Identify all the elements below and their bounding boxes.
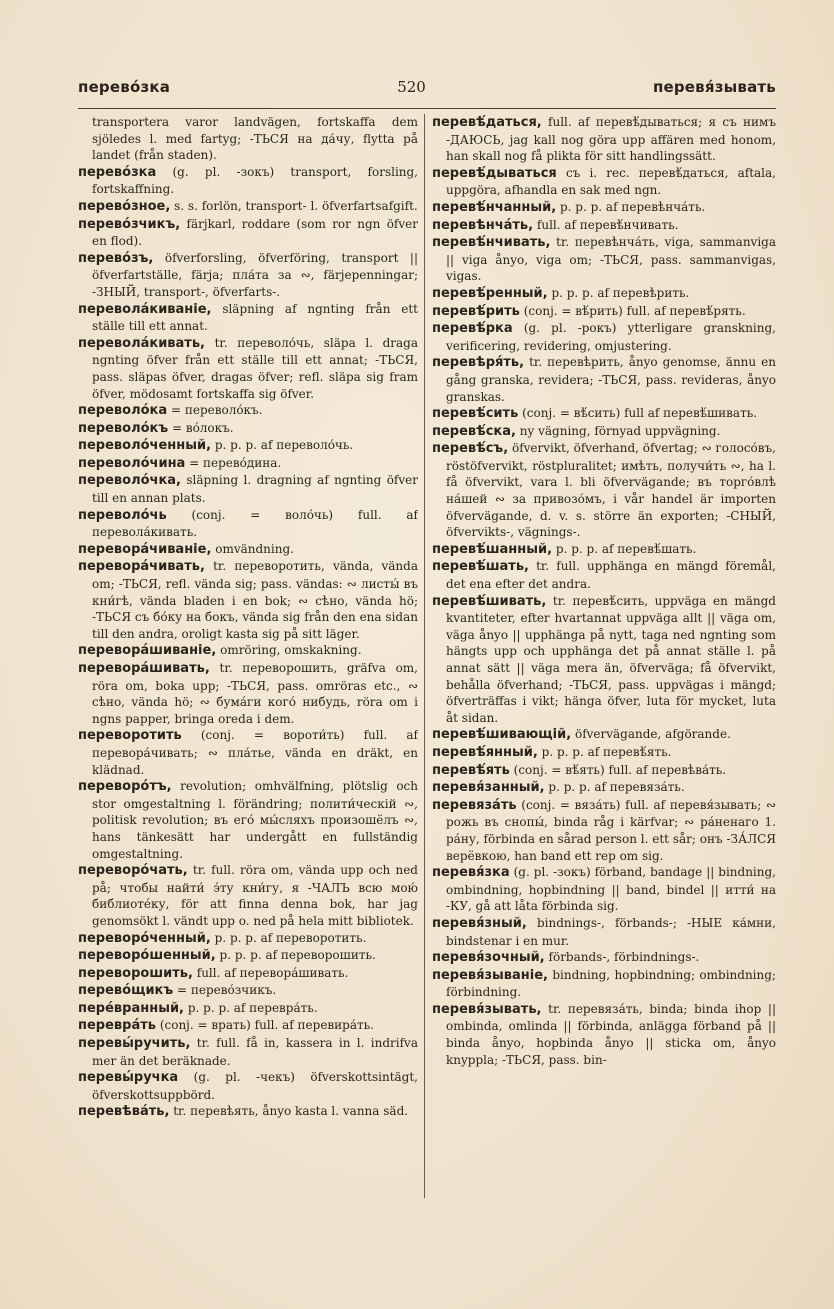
entry-definition: färjkarl, roddare (som ror ngn öfver en flod). bbox=[92, 216, 418, 249]
entry-definition: p. p. p. af перевра́ть. bbox=[187, 1000, 318, 1015]
entry-headword: перево́щикъ bbox=[78, 983, 174, 999]
entry-definition: tr. full. upphänga en mängd föremål, det ena efter det andra. bbox=[446, 559, 776, 592]
dictionary-entry bbox=[78, 1017, 418, 1035]
dictionary-entry bbox=[432, 217, 776, 235]
entry-headword: перевѣ́съ, bbox=[432, 441, 509, 457]
entry-definition: full. af перевѣ́нчивать. bbox=[536, 217, 679, 232]
entry-definition: tr. переворотить, vända, vända om; -ТЬСЯ, refl. vända sig; pass. vändas: ∾ листы́ въ кни́гѣ, vända bladen i en bok; ∾ сѣно, vända hö; -ТЬСЯ съ бо́ку на бокъ, vända sig från den ena sidan till den andra, oroligt kasta sig på sitt läger. bbox=[92, 559, 418, 641]
dictionary-entry bbox=[432, 779, 776, 797]
entry-definition: tr. перевѣрить, ånyo genomse, ännu en gång granska, revidera; -ТЬСЯ, pass. revideras, ånyo granskas. bbox=[446, 355, 776, 404]
dictionary-entry bbox=[78, 301, 418, 335]
dictionary-entry bbox=[78, 198, 418, 216]
entry-definition: p. p. p. af перевѣ́ять. bbox=[541, 744, 672, 759]
page-number: 520 bbox=[397, 78, 426, 96]
entry-headword: перевя́зный, bbox=[432, 915, 527, 931]
dictionary-entry bbox=[432, 199, 776, 217]
dictionary-entry bbox=[432, 949, 776, 967]
entry-headword: переворо́ченный, bbox=[78, 930, 211, 946]
entry-definition: (conj. = врать) full. af перевира́ть. bbox=[159, 1018, 374, 1033]
entry-definition: tr. переволо́чь, släpa l. draga ngnting öfver från ett ställe till ett annat; -ТЬСЯ, pass. släpas öfver, dragas öfver; refl. släpa sig fram öfver, mödosamt fortskaffa sig öfver. bbox=[92, 335, 418, 401]
entry-definition: bindnings-, förbands-; -НЫЕ ка́мни, bindstenar i en mur. bbox=[446, 915, 776, 948]
entry-headword: переволо́ченный, bbox=[78, 438, 212, 454]
entry-definition: (conj. = вѣ́ять) full. af перевѣва́ть. bbox=[513, 762, 727, 777]
entry-definition: p. p. p. af перевѣнча́ть. bbox=[560, 199, 706, 214]
entry-headword: перевра́ть bbox=[78, 1018, 156, 1034]
dictionary-entry bbox=[78, 472, 418, 506]
entry-headword: перевя́зочный, bbox=[432, 950, 545, 966]
left-running-headword: перево́зка bbox=[78, 78, 171, 96]
entry-headword: перевѣ́рить bbox=[432, 303, 520, 319]
dictionary-entry bbox=[78, 250, 418, 301]
entry-definition: p. p. p. af переворошить. bbox=[219, 948, 376, 963]
entry-definition: p. p. p. af переворотить. bbox=[214, 930, 367, 945]
entry-headword: перевола́кивать, bbox=[78, 335, 205, 351]
dictionary-entry bbox=[78, 642, 418, 660]
entry-headword: перевора́шивать, bbox=[78, 661, 210, 676]
entry-definition: (conj. = вѣ́сить) full af перевѣ́шивать. bbox=[522, 406, 758, 421]
entry-headword: перево́зка bbox=[78, 164, 157, 180]
page-header bbox=[78, 78, 776, 104]
entry-definition: tr. full. röra om, vända upp och ned på; чтобы найти́ э́ту кни́гу, я -ЧАЛЪ всю мою́ библиоте́ку, för att finna denna bok, har jag genomsökt l. vändt upp o. ned på hela mitt bibliotek. bbox=[92, 863, 418, 928]
entry-headword: перевѣря́ть, bbox=[432, 355, 525, 371]
dictionary-entry bbox=[78, 660, 418, 727]
entry-definition: p. p. p. af перевяза́ть. bbox=[548, 780, 685, 795]
entry-headword: перевора́шиваніе, bbox=[78, 643, 217, 659]
entry-definition: p. p. p. af перевѣ́шать. bbox=[555, 541, 697, 556]
dictionary-entry bbox=[432, 320, 776, 354]
entry-definition: ny vägning, förnyad uppvägning. bbox=[519, 423, 721, 438]
entry-headword: перевя́зываніе, bbox=[432, 967, 548, 983]
dictionary-entry bbox=[432, 967, 776, 1001]
dictionary-entry bbox=[78, 335, 418, 402]
dictionary-entry bbox=[432, 423, 776, 441]
entry-headword: перево́зное, bbox=[78, 198, 171, 214]
entry-headword: перевѣнча́ть, bbox=[432, 217, 534, 233]
entry-definition: tr. перевѣ́сить, uppväga en mängd kvantiteter, efter hvartannat uppväga allt || väga om, väga ånyo || upphänga på nytt, taga ned ngnting som hängts upp och upphänga det på annat ställe l. på annat sätt || väga mera än, öfverväga; få öfvervikt, behålla öfverhand; -ТЬСЯ, pass. uppvägas i mängd; öfverträffas i vikt; hänga öfver, luta för mycket, luta åt sidan. bbox=[446, 593, 776, 725]
entry-headword: перевѣва́ть, bbox=[78, 1104, 170, 1120]
entry-definition: = перево́дина. bbox=[189, 455, 282, 470]
dictionary-entry bbox=[78, 1000, 418, 1018]
entry-definition: revolution; omhvälfning, plötslig och stor omgestaltning l. förändring; полити́ческій ∾, politisk revolution; въ его́ мы́сляхъ произошёлъ ∾, hans tänkesätt har undergått en fullständig omgestaltning. bbox=[92, 779, 418, 861]
header-rule bbox=[78, 108, 776, 109]
dictionary-entry bbox=[78, 778, 418, 862]
dictionary-entry bbox=[78, 558, 418, 642]
entry-headword: переволо́ка bbox=[78, 403, 168, 419]
dictionary-entry bbox=[432, 726, 776, 744]
dictionary-entry bbox=[78, 1103, 418, 1121]
dictionary-entry bbox=[78, 114, 418, 164]
dictionary-entry bbox=[432, 234, 776, 285]
entry-definition: (conj. = вяза́ть) full. af перевя́зывать; ∾ рожь въ снопы́, binda råg i kärfvar; ∾ ра́ненаго 1. ра́ну, förbinda en sårad person l. ett sår; онъ -ЗА́ЛСЯ верёвкою, han band ett rep om sig. bbox=[446, 797, 776, 863]
dictionary-entry bbox=[78, 164, 418, 198]
entry-headword: перевы́ручить, bbox=[78, 1036, 191, 1052]
dictionary-entry bbox=[432, 354, 776, 405]
dictionary-entry bbox=[78, 216, 418, 250]
dictionary-entry bbox=[78, 507, 418, 541]
entry-headword: перевя́занный, bbox=[432, 780, 545, 796]
entry-definition: tr. перевѣнча́ть, viga, sammanviga || viga ånyo, viga om; -ТЬСЯ, pass. sammanvigas, vigas. bbox=[446, 235, 776, 284]
entry-headword: перевѣ́нчивать, bbox=[432, 235, 551, 251]
entry-definition: (conj. = вѣ́рить) full. af перевѣ́рять. bbox=[523, 303, 746, 318]
dictionary-entry bbox=[78, 1069, 418, 1103]
dictionary-entry bbox=[432, 1001, 776, 1068]
dictionary-entry bbox=[432, 541, 776, 559]
entry-definition: släpning l. dragning af ngnting öfver till en annan plats. bbox=[92, 473, 418, 506]
entry-headword: перевѣ́рка bbox=[432, 321, 513, 337]
entry-headword: переворо́чать, bbox=[78, 863, 188, 879]
entry-definition: transportera varor landvägen, fortskaffa dem sjöledes l. med fartyg; -ТЬСЯ на да́чу, flytta på landet (från staden). bbox=[92, 115, 418, 163]
entry-headword: перевѣ́шивающій, bbox=[432, 727, 572, 743]
dictionary-entry bbox=[78, 1035, 418, 1069]
dictionary-entry bbox=[432, 440, 776, 541]
entry-definition: förbands-, förbindnings-. bbox=[548, 950, 700, 965]
entry-definition: öfvervikt, öfverhand, öfvertag; ∾ голосо́въ, röstöfvervikt, röstpluralitet; имѣть, получи́ть ∾, ha l. få öfvervikt, vara l. bli öfvervägande; въ торго́влѣ на́шей ∾ за привозо́мъ, i vår handel är importen öfvervägande, d. v. s. större än exporten; -СНЫЙ, öfvervikts-, vägnings-. bbox=[446, 441, 776, 540]
entry-definition: omröring, omskakning. bbox=[220, 643, 362, 658]
dictionary-entry bbox=[78, 965, 418, 983]
entry-headword: перевора́чивать, bbox=[78, 559, 205, 575]
entry-headword: переворошить, bbox=[78, 965, 193, 981]
left-column bbox=[78, 114, 418, 1204]
entry-definition: съ i. rec. перевѣ́даться, aftala, uppgöra, afhandla en sak med ngn. bbox=[446, 165, 776, 198]
dictionary-entry bbox=[78, 862, 418, 929]
entry-definition: öfverforsling, öfverföring, transport || öfverfartställe, färja; пла́та за ∾, färjepenningar; -ЗНЫЙ, transport-, öfverfarts-. bbox=[92, 250, 418, 299]
right-column bbox=[432, 114, 776, 1204]
entry-headword: перевѣ́ять bbox=[432, 762, 510, 778]
entry-headword: перевѣ́шивать, bbox=[432, 593, 547, 609]
entry-headword: перевя́зка bbox=[432, 865, 510, 881]
entry-headword: перевѣ́шанный, bbox=[432, 541, 553, 557]
dictionary-entry bbox=[432, 762, 776, 780]
entry-headword: перевѣ́нчанный, bbox=[432, 199, 557, 215]
dictionary-entry bbox=[432, 797, 776, 864]
dictionary-entry bbox=[432, 405, 776, 423]
entry-headword: переволо́къ bbox=[78, 420, 169, 436]
entry-headword: перевѣ́сить bbox=[432, 406, 519, 422]
dictionary-entry bbox=[432, 114, 776, 165]
dictionary-entry bbox=[78, 982, 418, 1000]
entry-headword: перевы́ручка bbox=[78, 1070, 179, 1086]
entry-headword: переволо́чина bbox=[78, 455, 186, 471]
entry-headword: переворо́шенный, bbox=[78, 948, 216, 964]
dictionary-entry bbox=[432, 593, 776, 727]
entry-definition: full. af перевѣ́дываться; я съ нимъ -ДАЮСЬ, jag kall nog göra upp affären med honom, han skall nog få plikta för sitt handlingssätt. bbox=[446, 115, 776, 164]
entry-definition: s. s. forlön, transport- l. öfverfartsafgift. bbox=[174, 198, 418, 213]
entry-definition: bindning, hopbindning; ombindning; förbindning. bbox=[446, 967, 776, 1000]
dictionary-entry bbox=[432, 558, 776, 592]
entry-headword: перевя́зывать, bbox=[432, 1001, 542, 1017]
dictionary-entry bbox=[78, 402, 418, 420]
entry-headword: пере́вранный, bbox=[78, 1000, 184, 1016]
entry-headword: переворотить bbox=[78, 728, 182, 744]
dictionary-entry bbox=[78, 727, 418, 778]
entry-definition: = перево́зчикъ. bbox=[176, 983, 277, 998]
entry-definition: tr. full. få in, kassera in l. indrifva mer än det beräknade. bbox=[92, 1036, 418, 1068]
entry-headword: перевѣ́дываться bbox=[432, 165, 557, 181]
entry-definition: tr. переворошить, gräfva om, röra om, boka upp; -ТЬСЯ, pass. omröras etc., ∾ сѣно, vända hö; ∾ бума́ги кого́ нибудь, röra om i ngns papper, bringa oreda i dem. bbox=[92, 661, 418, 726]
entry-definition: (conj. = воло́чь) full. af перевола́кивать. bbox=[92, 507, 418, 540]
entry-definition: (g. pl. -зокъ) transport, forsling, fortskaffning. bbox=[92, 164, 418, 197]
entry-definition: släpning af ngnting från ett ställe till ett annat. bbox=[92, 301, 418, 334]
entry-definition: full. af перевора́шивать. bbox=[196, 965, 349, 980]
entry-headword: переволо́чь bbox=[78, 507, 167, 523]
entry-headword: перевола́киваніе, bbox=[78, 301, 212, 317]
entry-definition: = во́локъ. bbox=[171, 420, 234, 435]
column-divider bbox=[424, 114, 425, 1198]
entry-definition: (g. pl. -рокъ) ytterligare granskning, verificering, revidering, omjustering. bbox=[446, 321, 776, 353]
dictionary-entry bbox=[432, 744, 776, 762]
dictionary-entry bbox=[432, 864, 776, 915]
entry-definition: (conj. = вороти́ть) full. af перевора́чивать; ∾ пла́тье, vända en dräkt, en klädnad. bbox=[92, 728, 418, 777]
entry-definition: tr. перевяза́ть, binda; binda ihop || ombinda, omlinda || förbinda, anlägga förband på || binda ånyo, hopbinda ånyo || sticka om, ånyo knyppla; -ТЬСЯ, pass. bin- bbox=[446, 1001, 776, 1067]
dictionary-entry bbox=[432, 303, 776, 321]
dictionary-entry bbox=[78, 437, 418, 455]
entry-definition: tr. перевѣять, ånyo kasta l. vanna säd. bbox=[173, 1104, 409, 1119]
dictionary-entry bbox=[432, 285, 776, 303]
dictionary-entry bbox=[78, 947, 418, 965]
entry-headword: перевора́чиваніе, bbox=[78, 541, 212, 557]
entry-headword: перевяза́ть bbox=[432, 797, 517, 813]
entry-definition: omvändning. bbox=[215, 541, 294, 556]
dictionary-entry bbox=[78, 930, 418, 948]
entry-definition: öfvervägande, afgörande. bbox=[574, 727, 731, 742]
entry-definition: p. p. p. af переволо́чь. bbox=[214, 438, 354, 453]
entry-headword: перево́зъ, bbox=[78, 250, 154, 266]
dictionary-entry bbox=[78, 455, 418, 473]
dictionary-entry bbox=[78, 420, 418, 438]
entry-headword: перевѣ́янный, bbox=[432, 744, 538, 760]
entry-headword: перево́зчикъ, bbox=[78, 216, 181, 232]
entry-headword: переволо́чка, bbox=[78, 473, 181, 489]
dictionary-entry bbox=[432, 165, 776, 199]
entry-headword: перевѣ́ренный, bbox=[432, 285, 548, 301]
entry-definition: (g. pl. -чекъ) öfverskottsintägt, öfverskottsuppbörd. bbox=[92, 1070, 418, 1102]
entry-definition: = переволо́къ. bbox=[170, 403, 263, 418]
dictionary-entry bbox=[78, 541, 418, 559]
entry-definition: (g. pl. -зокъ) förband, bandage || bindning, ombindning, hopbindning || band, bindel || итти́ на -КУ, gå att låta förbinda sig. bbox=[446, 865, 776, 914]
entry-headword: переворо́тъ, bbox=[78, 779, 172, 795]
right-running-headword: перевя́зывать bbox=[652, 78, 776, 96]
dictionary-entry bbox=[432, 915, 776, 949]
entry-headword: перевѣ́ска, bbox=[432, 423, 516, 439]
entry-headword: перевѣ́даться, bbox=[432, 115, 542, 130]
entry-headword: перевѣ́шать, bbox=[432, 559, 529, 575]
entry-definition: p. p. p. af перевѣрить. bbox=[551, 285, 690, 300]
